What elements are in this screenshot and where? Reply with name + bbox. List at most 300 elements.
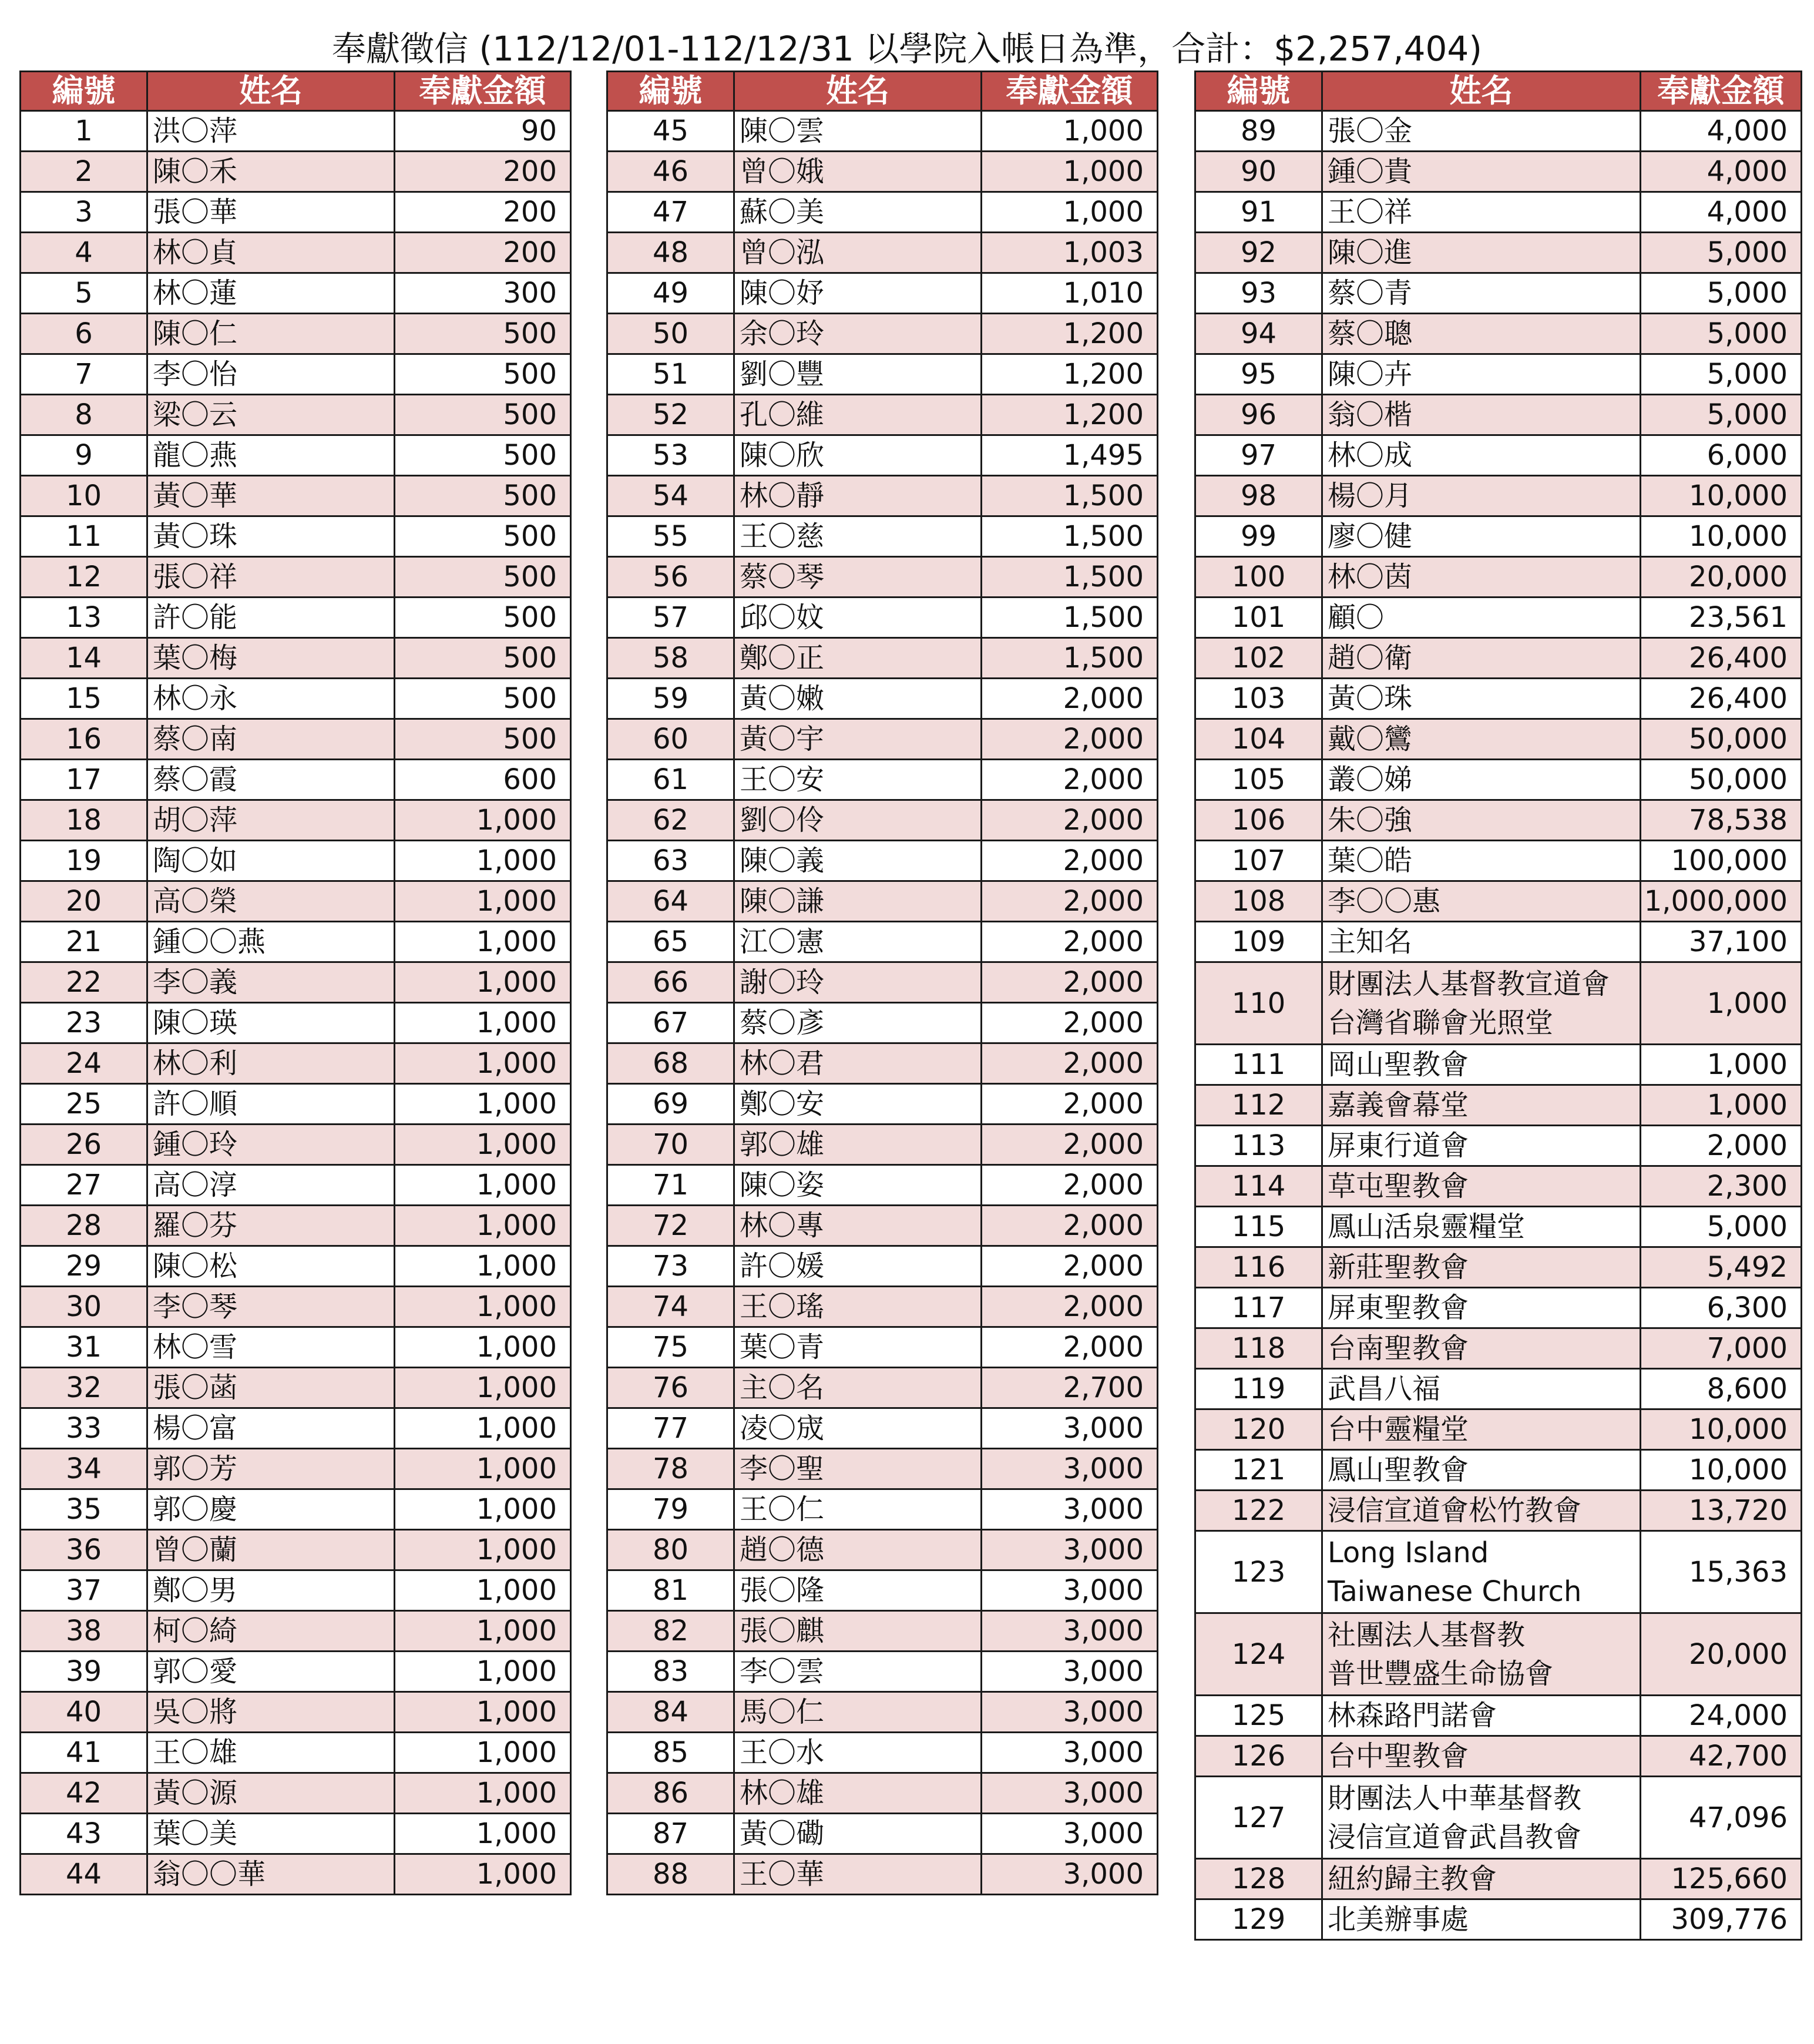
table-row (21, 557, 571, 598)
donation-amount: 1,000 (395, 1489, 571, 1530)
donor-name: 謝〇玲 (734, 962, 982, 1003)
row-number: 16 (21, 719, 147, 760)
table-row (607, 1733, 1158, 1773)
row-number: 58 (607, 638, 734, 679)
row-number: 75 (607, 1327, 734, 1368)
table-row (21, 1814, 571, 1854)
table-row (1195, 679, 1802, 719)
donation-amount: 5,000 (1641, 233, 1802, 273)
header-number: 編號 (21, 72, 147, 111)
row-number: 125 (1195, 1696, 1322, 1736)
donation-amount: 1,000 (395, 1692, 571, 1733)
row-number: 117 (1195, 1288, 1322, 1328)
row-number: 110 (1195, 962, 1322, 1045)
donor-name: 王〇華 (734, 1854, 982, 1895)
donor-name: 鄭〇男 (147, 1570, 395, 1611)
donor-name (1322, 1531, 1641, 1613)
donor-name: 林〇貞 (147, 233, 395, 273)
donation-amount: 3,000 (982, 1773, 1158, 1814)
table-row (607, 233, 1158, 273)
row-number: 111 (1195, 1045, 1322, 1085)
table-row (607, 962, 1158, 1003)
donor-name: 岡山聖教會 (1322, 1045, 1641, 1085)
table-row (1195, 233, 1802, 273)
row-number: 126 (1195, 1736, 1322, 1777)
donation-amount: 1,000 (395, 1368, 571, 1408)
table-row (1195, 1085, 1802, 1126)
table-row (1195, 1899, 1802, 1940)
row-number: 119 (1195, 1369, 1322, 1409)
donor-name: 戴〇鸞 (1322, 719, 1641, 760)
donation-amount: 1,500 (982, 516, 1158, 557)
row-number: 53 (607, 435, 734, 476)
row-number: 100 (1195, 557, 1322, 598)
donor-name: 屏東行道會 (1322, 1126, 1641, 1166)
row-number: 107 (1195, 841, 1322, 881)
donor-name: 吳〇將 (147, 1692, 395, 1733)
donation-amount: 1,500 (982, 598, 1158, 638)
table-row (607, 1408, 1158, 1449)
row-number: 8 (21, 395, 147, 435)
table-row (607, 800, 1158, 841)
donor-name: 蘇〇美 (734, 192, 982, 233)
table-row (21, 1692, 571, 1733)
donation-amount: 125,660 (1641, 1859, 1802, 1899)
donation-amount: 24,000 (1641, 1696, 1802, 1736)
donor-name: 朱〇強 (1322, 800, 1641, 841)
donation-amount: 1,495 (982, 435, 1158, 476)
table-row (21, 314, 571, 354)
donor-name: 劉〇豐 (734, 354, 982, 395)
donation-amount: 1,000 (395, 1287, 571, 1327)
donor-name: 陶〇如 (147, 841, 395, 881)
table-row (21, 273, 571, 314)
donor-name: 王〇水 (734, 1733, 982, 1773)
table-row (21, 516, 571, 557)
donor-name: 陳〇妤 (734, 273, 982, 314)
row-number: 17 (21, 760, 147, 800)
donation-amount: 3,000 (982, 1733, 1158, 1773)
row-number: 63 (607, 841, 734, 881)
donation-amount: 2,000 (1641, 1126, 1802, 1166)
donor-name: 主〇名 (734, 1368, 982, 1408)
table-row (607, 314, 1158, 354)
table-row (21, 719, 571, 760)
donor-name: 葉〇梅 (147, 638, 395, 679)
row-number: 108 (1195, 881, 1322, 922)
row-number: 88 (607, 1854, 734, 1895)
donor-name: 張〇祥 (147, 557, 395, 598)
donation-amount: 1,000 (395, 800, 571, 841)
table-row (1195, 314, 1802, 354)
donor-name: 曾〇蘭 (147, 1530, 395, 1570)
table-row (21, 1733, 571, 1773)
donor-name: 張〇麒 (734, 1611, 982, 1652)
table-row (1195, 1126, 1802, 1166)
donation-amount: 6,000 (1641, 435, 1802, 476)
donor-name: 王〇祥 (1322, 192, 1641, 233)
donation-amount: 50,000 (1641, 719, 1802, 760)
table-row (21, 1246, 571, 1287)
table-row (607, 1854, 1158, 1895)
donor-name: 蔡〇南 (147, 719, 395, 760)
donor-name: 王〇雄 (147, 1733, 395, 1773)
table-row (1195, 1859, 1802, 1899)
donation-amount: 1,000 (395, 1206, 571, 1246)
donor-name: 許〇順 (147, 1084, 395, 1125)
donor-name: 蔡〇彥 (734, 1003, 982, 1043)
row-number: 37 (21, 1570, 147, 1611)
donor-name: 鳳山聖教會 (1322, 1450, 1641, 1491)
donation-amount: 1,000 (395, 1854, 571, 1895)
donation-amount: 1,000 (395, 922, 571, 962)
table-row (21, 1165, 571, 1206)
donation-amount: 500 (395, 354, 571, 395)
donation-amount: 37,100 (1641, 922, 1802, 962)
donation-amount: 20,000 (1641, 1613, 1802, 1696)
donation-amount: 2,000 (982, 1246, 1158, 1287)
donation-amount: 1,000 (395, 1530, 571, 1570)
row-number: 67 (607, 1003, 734, 1043)
table-row (1195, 1491, 1802, 1531)
donor-name: 陳〇進 (1322, 233, 1641, 273)
table-row (1195, 557, 1802, 598)
donor-name: 武昌八福 (1322, 1369, 1641, 1409)
donor-name: 黃〇宇 (734, 719, 982, 760)
table-row (21, 233, 571, 273)
donor-name: 李〇怡 (147, 354, 395, 395)
table-row (1195, 1207, 1802, 1247)
donor-name: 林〇君 (734, 1043, 982, 1084)
donation-amount: 4,000 (1641, 152, 1802, 192)
table-row (607, 1652, 1158, 1692)
donation-amount: 10,000 (1641, 516, 1802, 557)
donor-name (1322, 1777, 1641, 1859)
donor-name: 高〇淳 (147, 1165, 395, 1206)
table-row (21, 760, 571, 800)
donor-name: 嘉義會幕堂 (1322, 1085, 1641, 1126)
donor-name-line-2: 浸信宣道會武昌教會 (1328, 1820, 1582, 1854)
donation-amount: 200 (395, 192, 571, 233)
donation-amount: 5,000 (1641, 1207, 1802, 1247)
donor-name: 張〇金 (1322, 111, 1641, 152)
donor-name: 郭〇雄 (734, 1125, 982, 1165)
table-row (607, 1206, 1158, 1246)
table-row (21, 1287, 571, 1327)
donor-name: 屏東聖教會 (1322, 1288, 1641, 1328)
donor-name: 李〇〇惠 (1322, 881, 1641, 922)
table-row (1195, 152, 1802, 192)
table-row (607, 1043, 1158, 1084)
donor-name: 陳〇卉 (1322, 354, 1641, 395)
table-row (607, 1165, 1158, 1206)
table-row (21, 1003, 571, 1043)
donor-name: 邱〇妏 (734, 598, 982, 638)
donor-name-line-1: 財團法人基督教宣道會 (1328, 967, 1610, 1001)
row-number: 10 (21, 476, 147, 516)
donation-amount: 2,000 (982, 962, 1158, 1003)
header-amount: 奉獻金額 (982, 72, 1158, 111)
row-number: 1 (21, 111, 147, 152)
table-row (607, 395, 1158, 435)
row-number: 66 (607, 962, 734, 1003)
donor-name: 郭〇慶 (147, 1489, 395, 1530)
table-row (1195, 719, 1802, 760)
table-row (607, 1246, 1158, 1287)
donation-amount: 2,000 (982, 1287, 1158, 1327)
donor-name: 李〇琴 (147, 1287, 395, 1327)
table-row (1195, 1613, 1802, 1696)
donor-name: 葉〇青 (734, 1327, 982, 1368)
table-row (607, 1570, 1158, 1611)
table-row (607, 1611, 1158, 1652)
donation-amount: 10,000 (1641, 1409, 1802, 1450)
row-number: 3 (21, 192, 147, 233)
donation-amount: 500 (395, 516, 571, 557)
row-number: 82 (607, 1611, 734, 1652)
row-number: 9 (21, 435, 147, 476)
table-row (607, 111, 1158, 152)
donor-name: 廖〇健 (1322, 516, 1641, 557)
donor-name: 李〇雲 (734, 1652, 982, 1692)
row-number: 41 (21, 1733, 147, 1773)
row-number: 116 (1195, 1247, 1322, 1288)
row-number: 13 (21, 598, 147, 638)
table-row (1195, 1288, 1802, 1328)
row-number: 92 (1195, 233, 1322, 273)
donor-name: 劉〇伶 (734, 800, 982, 841)
row-number: 31 (21, 1327, 147, 1368)
donation-amount: 2,000 (982, 800, 1158, 841)
donor-name: 黃〇珠 (1322, 679, 1641, 719)
row-number: 72 (607, 1206, 734, 1246)
table-row (21, 1570, 571, 1611)
donor-name: 蔡〇聰 (1322, 314, 1641, 354)
table-row (21, 1084, 571, 1125)
donation-amount: 3,000 (982, 1408, 1158, 1449)
donation-amount: 1,000 (395, 1125, 571, 1165)
table-row (1195, 354, 1802, 395)
donation-amount: 500 (395, 638, 571, 679)
donation-amount: 2,000 (982, 1165, 1158, 1206)
table-row (21, 435, 571, 476)
row-number: 129 (1195, 1899, 1322, 1940)
table-row (1195, 598, 1802, 638)
table-row (1195, 962, 1802, 1045)
donor-name: 台中靈糧堂 (1322, 1409, 1641, 1450)
header-name: 姓名 (734, 72, 982, 111)
row-number: 98 (1195, 476, 1322, 516)
donation-amount: 1,010 (982, 273, 1158, 314)
donor-name: 江〇憲 (734, 922, 982, 962)
donation-amount: 1,000 (395, 962, 571, 1003)
row-number: 55 (607, 516, 734, 557)
header-amount: 奉獻金額 (395, 72, 571, 111)
table-row (1195, 273, 1802, 314)
row-number: 57 (607, 598, 734, 638)
donor-name: 黃〇嫩 (734, 679, 982, 719)
donor-name: 高〇榮 (147, 881, 395, 922)
donation-amount: 1,000 (395, 1003, 571, 1043)
table-row (1195, 1045, 1802, 1085)
table-row (607, 1692, 1158, 1733)
donation-amount: 50,000 (1641, 760, 1802, 800)
donation-amount: 3,000 (982, 1489, 1158, 1530)
donor-name: 凌〇宬 (734, 1408, 982, 1449)
table-row (1195, 1450, 1802, 1491)
donor-name: 王〇安 (734, 760, 982, 800)
row-number: 84 (607, 1692, 734, 1733)
table-row (1195, 1777, 1802, 1859)
donor-name: 鄭〇安 (734, 1084, 982, 1125)
donation-amount: 2,000 (982, 1125, 1158, 1165)
donor-name: 翁〇〇華 (147, 1854, 395, 1895)
table-row (607, 1125, 1158, 1165)
donation-amount: 1,000 (395, 1165, 571, 1206)
donation-amount: 5,000 (1641, 273, 1802, 314)
donation-amount: 1,003 (982, 233, 1158, 273)
row-number: 73 (607, 1246, 734, 1287)
donation-amount: 5,000 (1641, 395, 1802, 435)
donor-name: 王〇瑤 (734, 1287, 982, 1327)
table-row (607, 1287, 1158, 1327)
donation-amount: 78,538 (1641, 800, 1802, 841)
donor-name: 李〇聖 (734, 1449, 982, 1489)
donor-name: 蔡〇青 (1322, 273, 1641, 314)
donation-amount: 500 (395, 476, 571, 516)
donation-amount: 2,000 (982, 1206, 1158, 1246)
row-number: 71 (607, 1165, 734, 1206)
donation-amount: 1,200 (982, 395, 1158, 435)
donor-name (1322, 1613, 1641, 1696)
row-number: 86 (607, 1773, 734, 1814)
donor-name: 黃〇磡 (734, 1814, 982, 1854)
donor-name: 黃〇源 (147, 1773, 395, 1814)
donation-amount: 1,000 (395, 1084, 571, 1125)
row-number: 103 (1195, 679, 1322, 719)
donation-amount: 15,363 (1641, 1531, 1802, 1613)
donor-name: 王〇慈 (734, 516, 982, 557)
donation-table-3 (1194, 71, 1802, 1941)
donation-amount: 2,300 (1641, 1166, 1802, 1207)
donation-amount: 2,000 (982, 1003, 1158, 1043)
table-row (607, 1773, 1158, 1814)
donation-amount: 500 (395, 679, 571, 719)
row-number: 106 (1195, 800, 1322, 841)
row-number: 79 (607, 1489, 734, 1530)
row-number: 12 (21, 557, 147, 598)
table-row (21, 679, 571, 719)
donor-name-line-1: 財團法人中華基督教 (1328, 1781, 1582, 1815)
row-number: 74 (607, 1287, 734, 1327)
table-row (1195, 476, 1802, 516)
donor-name: 馬〇仁 (734, 1692, 982, 1733)
donation-amount: 1,000 (1641, 962, 1802, 1045)
row-number: 78 (607, 1449, 734, 1489)
row-number: 122 (1195, 1491, 1322, 1531)
donor-name: 胡〇萍 (147, 800, 395, 841)
table-row (1195, 1328, 1802, 1369)
donation-amount: 500 (395, 395, 571, 435)
row-number: 95 (1195, 354, 1322, 395)
donation-amount: 20,000 (1641, 557, 1802, 598)
donor-name: 叢〇娣 (1322, 760, 1641, 800)
donation-amount: 200 (395, 233, 571, 273)
row-number: 90 (1195, 152, 1322, 192)
donor-name: 楊〇月 (1322, 476, 1641, 516)
donation-amount: 2,000 (982, 679, 1158, 719)
row-number: 118 (1195, 1328, 1322, 1369)
table-row (21, 962, 571, 1003)
table-row (21, 152, 571, 192)
table-row (607, 1489, 1158, 1530)
donation-amount: 8,600 (1641, 1369, 1802, 1409)
row-number: 15 (21, 679, 147, 719)
table-row (1195, 1531, 1802, 1613)
donor-name: 李〇義 (147, 962, 395, 1003)
table-row (607, 1003, 1158, 1043)
donation-amount: 1,000 (982, 152, 1158, 192)
table-row (1195, 800, 1802, 841)
donor-name: 葉〇美 (147, 1814, 395, 1854)
donation-amount: 1,000 (395, 1570, 571, 1611)
row-number: 35 (21, 1489, 147, 1530)
table-row (607, 679, 1158, 719)
donation-amount: 1,000 (395, 1652, 571, 1692)
donor-name: 顧〇 (1322, 598, 1641, 638)
row-number: 50 (607, 314, 734, 354)
table-row (1195, 1369, 1802, 1409)
donor-name: 陳〇姿 (734, 1165, 982, 1206)
row-number: 27 (21, 1165, 147, 1206)
donor-name: 主知名 (1322, 922, 1641, 962)
table-row (1195, 881, 1802, 922)
donation-amount: 2,000 (982, 1043, 1158, 1084)
donation-amount: 309,776 (1641, 1899, 1802, 1940)
donation-amount: 1,000 (395, 1773, 571, 1814)
donation-amount: 26,400 (1641, 679, 1802, 719)
donation-amount: 7,000 (1641, 1328, 1802, 1369)
table-header-row (1195, 72, 1802, 111)
donor-name: 翁〇楷 (1322, 395, 1641, 435)
table-header-row (607, 72, 1158, 111)
donor-name: 王〇仁 (734, 1489, 982, 1530)
donation-table-1 (19, 71, 572, 1895)
donation-amount: 10,000 (1641, 1450, 1802, 1491)
table-row (1195, 638, 1802, 679)
donation-amount: 300 (395, 273, 571, 314)
row-number: 49 (607, 273, 734, 314)
table-row (1195, 841, 1802, 881)
donation-amount: 3,000 (982, 1530, 1158, 1570)
row-number: 123 (1195, 1531, 1322, 1613)
table-row (607, 1084, 1158, 1125)
donor-name (1322, 962, 1641, 1045)
row-number: 109 (1195, 922, 1322, 962)
table-row (21, 1530, 571, 1570)
row-number: 70 (607, 1125, 734, 1165)
table-row (607, 354, 1158, 395)
table-row (21, 476, 571, 516)
header-number: 編號 (607, 72, 734, 111)
table-row (21, 922, 571, 962)
donation-amount: 2,000 (982, 841, 1158, 881)
row-number: 93 (1195, 273, 1322, 314)
donor-name: 郭〇愛 (147, 1652, 395, 1692)
table-row (607, 881, 1158, 922)
row-number: 99 (1195, 516, 1322, 557)
donor-name: 張〇華 (147, 192, 395, 233)
